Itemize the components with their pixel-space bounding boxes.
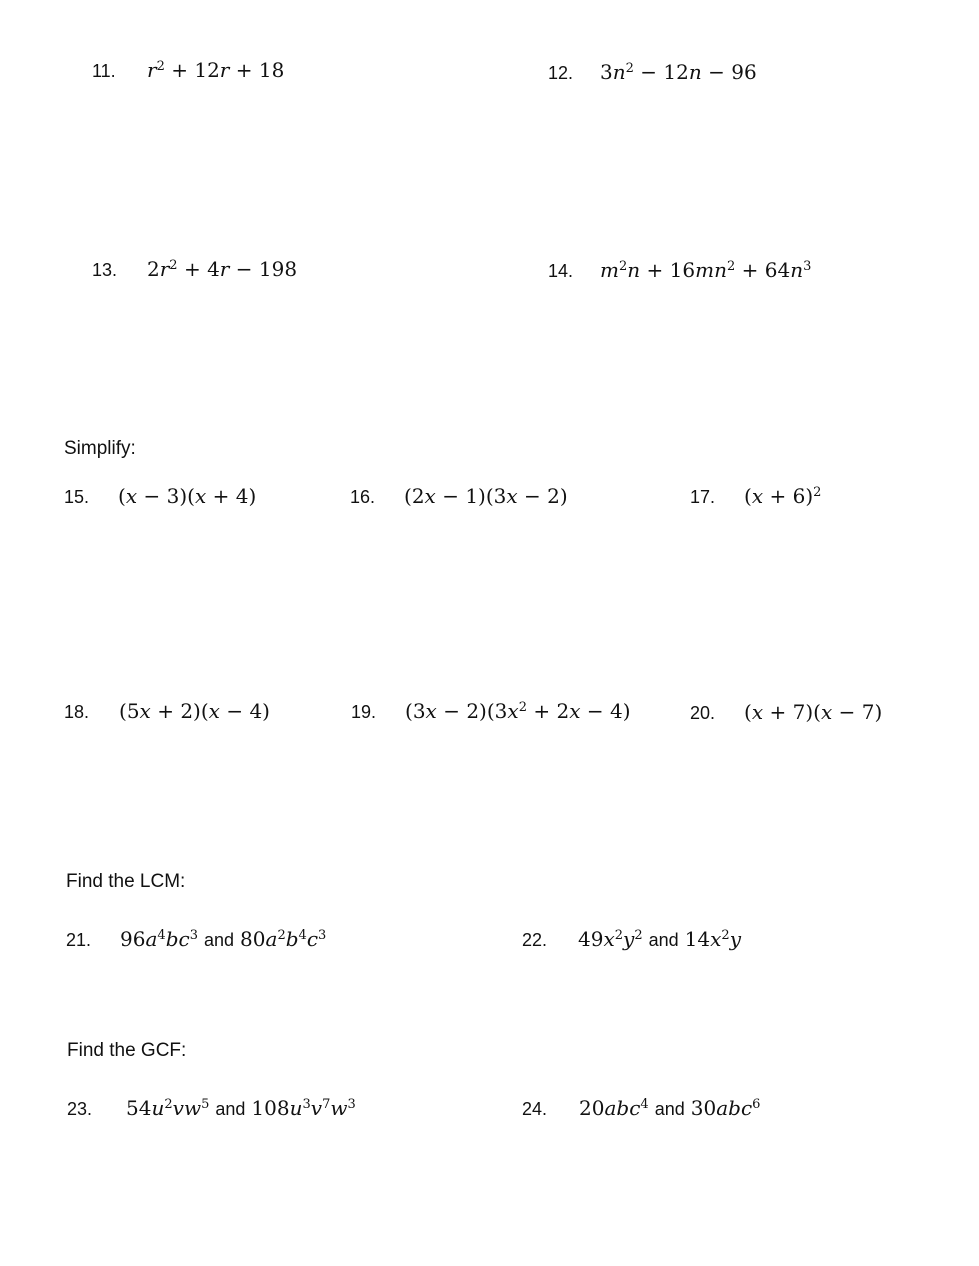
math-expression-a: $54u^2vw^5$ [126,1096,210,1120]
problem-number: 17. [690,487,716,507]
problem-number: 16. [350,487,376,507]
problem-21 [66,927,326,951]
problem-14 [548,258,811,282]
problem-11 [92,58,284,82]
problem-16 [350,484,568,508]
math-expression-b: 30abc$^6$ [690,1096,761,1120]
conjunction: and [648,930,679,950]
problem-number: 19. [351,702,377,722]
math-expression: (2x − 1)(3x − 2) [404,484,568,508]
math-expression-b: $80a^2b^4c^3$ [240,927,327,951]
section-heading-simplify: Simplify: [64,438,136,459]
problem-22 [522,927,741,951]
math-expression: (x + 7)(x − 7) [744,700,883,724]
math-expression: (x − 3)(x + 4) [118,484,257,508]
section-heading-lcm: Find the LCM: [66,871,186,892]
problem-24 [522,1096,760,1120]
math-expression: (5x + 2)(x − 4) [119,699,270,723]
problem-19 [351,699,631,723]
conjunction: and [654,1099,685,1119]
conjunction: and [215,1099,246,1119]
problem-number: 20. [690,703,716,723]
problem-number: 12. [548,63,574,83]
problem-number: 14. [548,261,574,281]
problem-20 [690,700,882,724]
math-expression: $3n^2 - 12n - 96$ [600,60,757,84]
math-expression-a: $96a^4bc^3$ [120,927,198,951]
math-expression: $r^2 + 12r + 18$ [147,58,285,82]
problem-number: 13. [92,260,118,280]
problem-number: 23. [67,1099,93,1119]
problem-number: 18. [64,702,90,722]
problem-17 [690,484,821,508]
math-expression: $(3x - 2)(3x^2 + 2x - 4)$ [405,699,631,723]
problem-number: 21. [66,930,92,950]
math-expression-b: $14x^2y$ [684,927,742,951]
math-expression-a: $49x^2y^2$ [578,927,643,951]
math-expression: $(x + 6)^2$ [744,484,822,508]
problem-13 [92,257,297,281]
problem-number: 11. [92,61,116,81]
problem-number: 22. [522,930,548,950]
problem-number: 15. [64,487,90,507]
conjunction: and [203,930,235,950]
math-expression-a: 20abc$^4$ [579,1096,649,1120]
problem-18 [64,699,270,723]
problem-number: 24. [522,1099,548,1119]
math-expression: $m^2n + 16mn^2 + 64n^3$ [600,258,812,282]
section-heading-gcf: Find the GCF: [67,1040,187,1061]
math-expression: $2r^2 + 4r - 198$ [147,257,298,281]
problem-15 [64,484,256,508]
math-expression-b: $108u^3v^7w^3$ [251,1096,356,1120]
problem-23 [67,1096,356,1120]
problem-12 [548,60,757,84]
